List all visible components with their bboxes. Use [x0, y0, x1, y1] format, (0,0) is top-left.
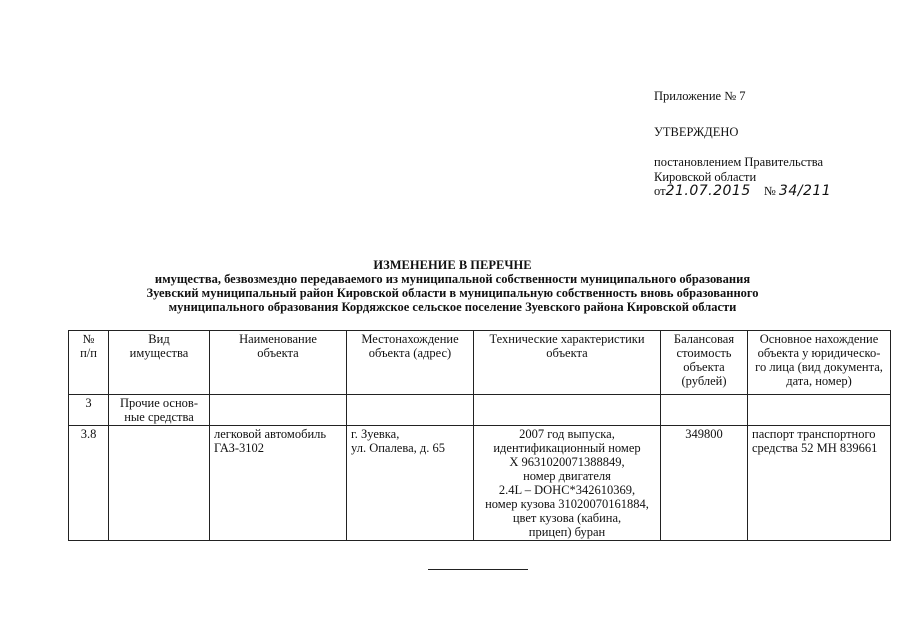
- date-prefix: от: [654, 184, 666, 198]
- row1-num: 3: [69, 395, 109, 426]
- appendix-label: Приложение № 7: [654, 89, 746, 103]
- header-name: Наименование объекта: [210, 331, 347, 395]
- header-tech: Технические характеристики объекта: [474, 331, 661, 395]
- property-table: [68, 330, 891, 541]
- header-num: № п/п: [69, 331, 109, 395]
- row2-tech: 2007 год выпуска, идентификационный номер Х 9631020071388849, номер двигателя 2.4L – DOHC*342610369, номер кузова 31020070161884, цвет кузова (кабина, прицеп) буран: [474, 426, 661, 541]
- number-prefix: №: [763, 184, 776, 198]
- row2-basis: паспорт транспортного средства 52 МН 839661: [748, 426, 891, 541]
- title-line-2: имущества, безвозмездно передаваемого из муниципальной собственности муниципального образования: [154, 272, 751, 286]
- decree-date-line: [654, 184, 831, 198]
- table-header-row: [69, 331, 891, 395]
- header-value: Балансовая стоимость объекта (рублей): [661, 331, 748, 395]
- handwritten-number: 34/211: [778, 183, 832, 199]
- title-line-4: муниципального образования Кордяжское сельское поселение Зуевского района Кировской области: [168, 300, 737, 314]
- table-row: [69, 395, 891, 426]
- row2-type: [109, 426, 210, 541]
- row2-value: 349800: [661, 426, 748, 541]
- row2-location: г. Зуевка, ул. Опалева, д. 65: [347, 426, 474, 541]
- decree-line-2: Кировской области: [654, 170, 757, 184]
- row1-name: [210, 395, 347, 426]
- row1-type: Прочие основ- ные средства: [109, 395, 210, 426]
- approved-label: УТВЕРЖДЕНО: [654, 125, 739, 139]
- header-basis: Основное нахождение объекта у юридическо- го лица (вид документа, дата, номер): [748, 331, 891, 395]
- handwritten-date: 21.07.2015: [665, 183, 751, 199]
- footer-divider: [428, 569, 528, 570]
- row2-num: 3.8: [69, 426, 109, 541]
- row1-value: [661, 395, 748, 426]
- header-location: Местонахождение объекта (адрес): [347, 331, 474, 395]
- document-title: [0, 258, 905, 314]
- decree-line-1: постановлением Правительства: [654, 155, 824, 169]
- row1-basis: [748, 395, 891, 426]
- title-line-1: ИЗМЕНЕНИЕ В ПЕРЕЧНЕ: [373, 258, 532, 272]
- row2-name: легковой автомобиль ГАЗ-3102: [210, 426, 347, 541]
- row1-location: [347, 395, 474, 426]
- row1-tech: [474, 395, 661, 426]
- table-row: [69, 426, 891, 541]
- header-type: Вид имущества: [109, 331, 210, 395]
- title-line-3: Зуевский муниципальный район Кировской области в муниципальную собственность вновь образованного: [146, 286, 759, 300]
